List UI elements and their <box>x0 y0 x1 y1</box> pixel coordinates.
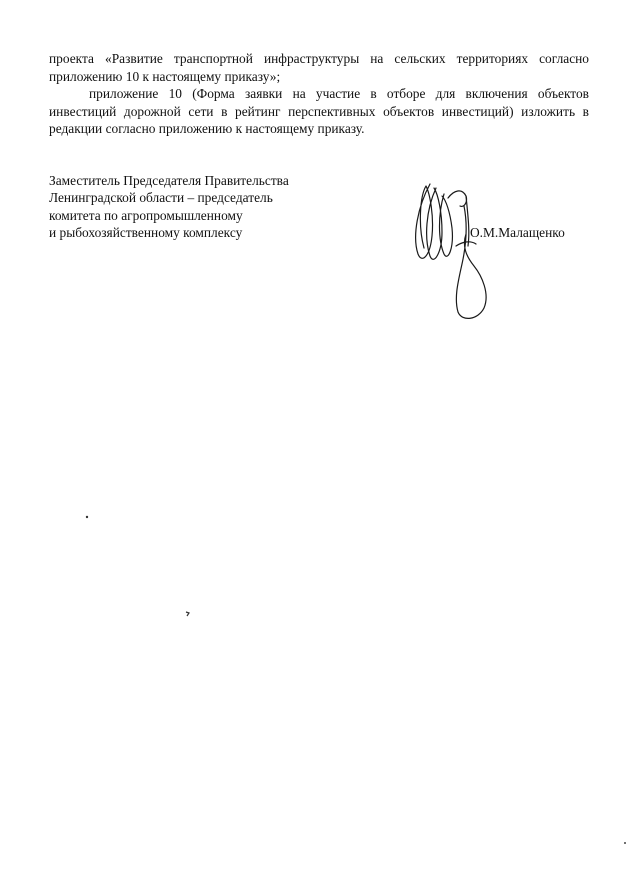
paragraph-1: проекта «Развитие транспортной инфраструктуры на сельских территориях согласно приложению 10 к настоящему приказу»; <box>49 51 589 84</box>
signatory-title-line-4: и рыбохозяйственному комплексу <box>49 224 243 240</box>
scan-speck <box>84 514 90 520</box>
scan-speck <box>622 840 628 846</box>
document-body <box>49 50 589 138</box>
scan-speck <box>184 610 192 618</box>
signatory-title <box>49 172 349 241</box>
signatory-title-line-2: Ленинградской области – председатель <box>49 190 273 206</box>
signatory-title-line-1: Заместитель Председателя Правительства <box>49 173 289 188</box>
signatory-title-line-3: комитета по агропромышленному <box>49 207 243 223</box>
paragraph-2: приложение 10 (Форма заявки на участие в отборе для включения объектов инвестиций дорожной сети в рейтинг перспективных объектов инвестиций) изложить в редакции согласно приложению к настоящему приказу. <box>49 86 589 136</box>
signer-name: О.М.Малащенко <box>470 225 565 240</box>
handwritten-signature-icon <box>408 176 498 326</box>
